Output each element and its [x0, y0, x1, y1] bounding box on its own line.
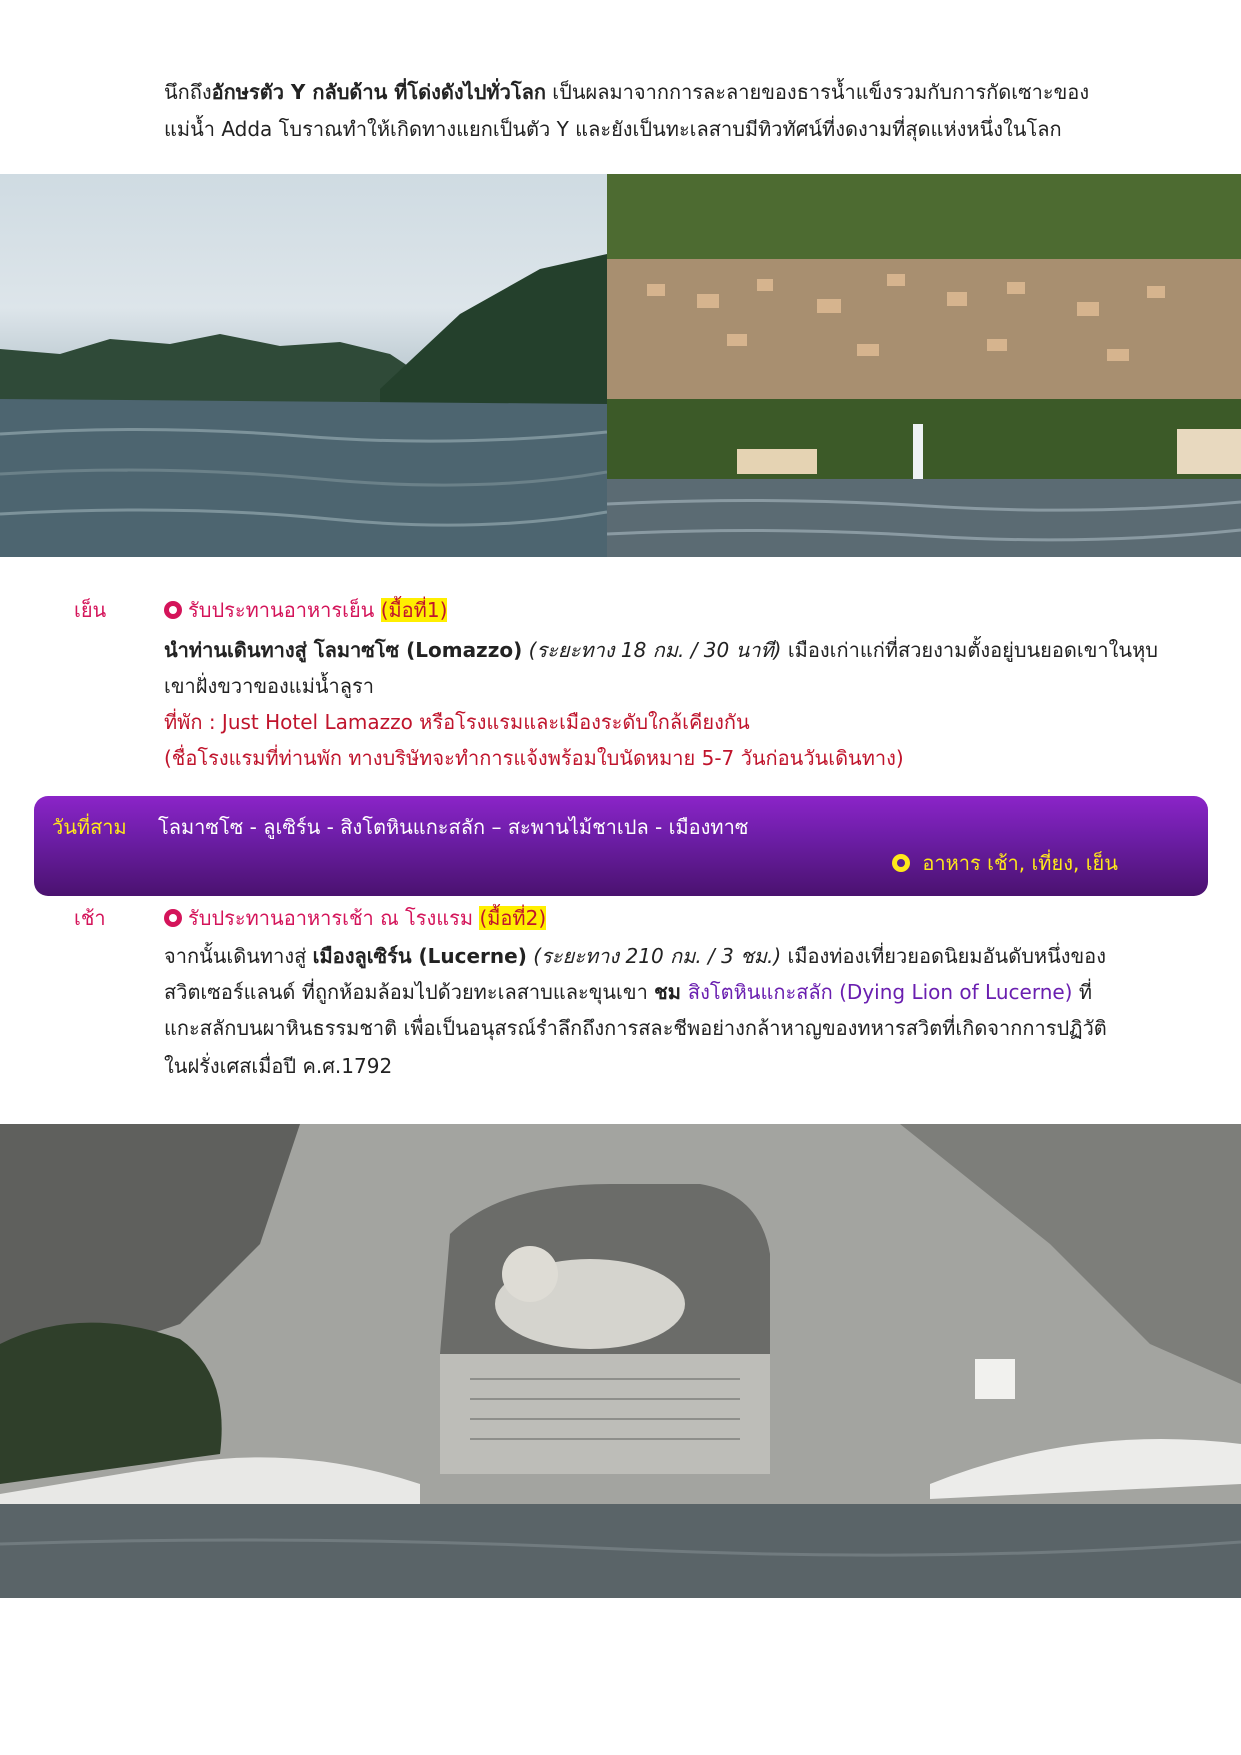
day-meals-text: อาหาร เช้า, เที่ยง, เย็น	[922, 851, 1118, 875]
dining-plate-icon	[164, 909, 182, 927]
distance-note: (ระยะทาง 18 กม. / 30 นาที)	[522, 638, 782, 662]
meal-badge: (มื้อที่2)	[479, 906, 547, 930]
lake-como-photo	[0, 174, 607, 557]
morning-text: เมืองท่องเที่ยวยอดนิยมอันดับหนึ่งของ	[781, 944, 1106, 968]
intro-text: เป็นผลมาจากการละลายของธารน้ำแข็งรวมกับการกัดเซาะของ	[545, 80, 1090, 104]
destination-lucerne: เมืองลูเซิร์น (Lucerne)	[312, 944, 527, 968]
evening-time-label: เย็น	[74, 598, 107, 622]
evening-meal-text: รับประทานอาหารเย็น	[188, 598, 375, 622]
meal-badge: (มื้อที่1)	[380, 598, 448, 622]
village-scene	[607, 174, 1241, 557]
destination-lomazzo: นำท่านเดินทางสู่ โลมาซโซ (Lomazzo)	[164, 638, 523, 662]
lakeside-village-photo	[607, 174, 1241, 557]
morning-text: สวิตเซอร์แลนด์ ที่ถูกห้อมล้อมไปด้วยทะเลสาบและขุนเขา	[164, 980, 655, 1004]
morning-meal-line	[164, 900, 546, 936]
morning-meal-text: รับประทานอาหารเช้า ณ โรงแรม	[188, 906, 474, 930]
intro-text: นึกถึง	[164, 80, 212, 104]
evening-line-2: เขาฝั่งขวาของแม่น้ำลูรา	[164, 674, 375, 698]
intro-highlight: อักษรตัว Y กลับด้าน ที่โด่งดังไปทั่วโลก	[211, 80, 546, 104]
day-route: โลมาซโซ - ลูเซิร์น - สิงโตหินแกะสลัก – สะพานไม้ชาเปล - เมืองทาซ	[158, 815, 749, 839]
morning-time-label: เช้า	[74, 906, 106, 930]
morning-line-3: แกะสลักบนผาหินธรรมชาติ เพื่อเป็นอนุสรณ์รำลึกถึงการสละชีพอย่างกล้าหาญของทหารสวิตที่เกิดจากการปฏิวัติ	[164, 1016, 1107, 1040]
evening-meal-line	[164, 592, 447, 628]
hotel-line: ที่พัก : Just Hotel Lamazzo หรือโรงแรมและเมืองระดับใกล้เคียงกัน	[164, 710, 750, 734]
morning-line-2	[164, 974, 1092, 1010]
morning-text: จากนั้นเดินทางสู่	[164, 944, 313, 968]
morning-line-4: ในฝรั่งเศสเมื่อปี ค.ศ.1792	[164, 1054, 393, 1078]
distance-note: (ระยะทาง 210 กม. / 3 ชม.)	[526, 944, 782, 968]
morning-line-1	[164, 938, 1106, 974]
day-meals	[892, 845, 1118, 881]
lake-scene	[0, 174, 607, 557]
lion-monument-name: สิงโตหินแกะสลัก (Dying Lion of Lucerne)	[687, 980, 1073, 1004]
lion-scene	[0, 1124, 1241, 1598]
day-header-bar	[34, 796, 1208, 896]
see-label: ชม	[654, 980, 688, 1004]
hotel-note: (ชื่อโรงแรมที่ท่านพัก ทางบริษัทจะทำการแจ้งพร้อมใบนัดหมาย 5-7 วันก่อนวันเดินทาง)	[164, 746, 904, 770]
dining-plate-icon	[892, 854, 910, 872]
evening-description: เมืองเก่าแก่ที่สวยงามตั้งอยู่บนยอดเขาในหุบ	[781, 638, 1158, 662]
intro-line-2: แม่น้ำ Adda โบราณทำให้เกิดทางแยกเป็นตัว Y และยังเป็นทะเลสาบมีทิวทัศน์ที่งดงามที่สุดแห่งหนึ่งในโลก	[164, 117, 1062, 141]
day-label: วันที่สาม	[52, 815, 127, 839]
dining-plate-icon	[164, 601, 182, 619]
dying-lion-monument-photo	[0, 1124, 1241, 1598]
evening-line-1	[164, 632, 1158, 668]
intro-line-1	[164, 74, 1089, 110]
morning-text: ที่	[1072, 980, 1093, 1004]
